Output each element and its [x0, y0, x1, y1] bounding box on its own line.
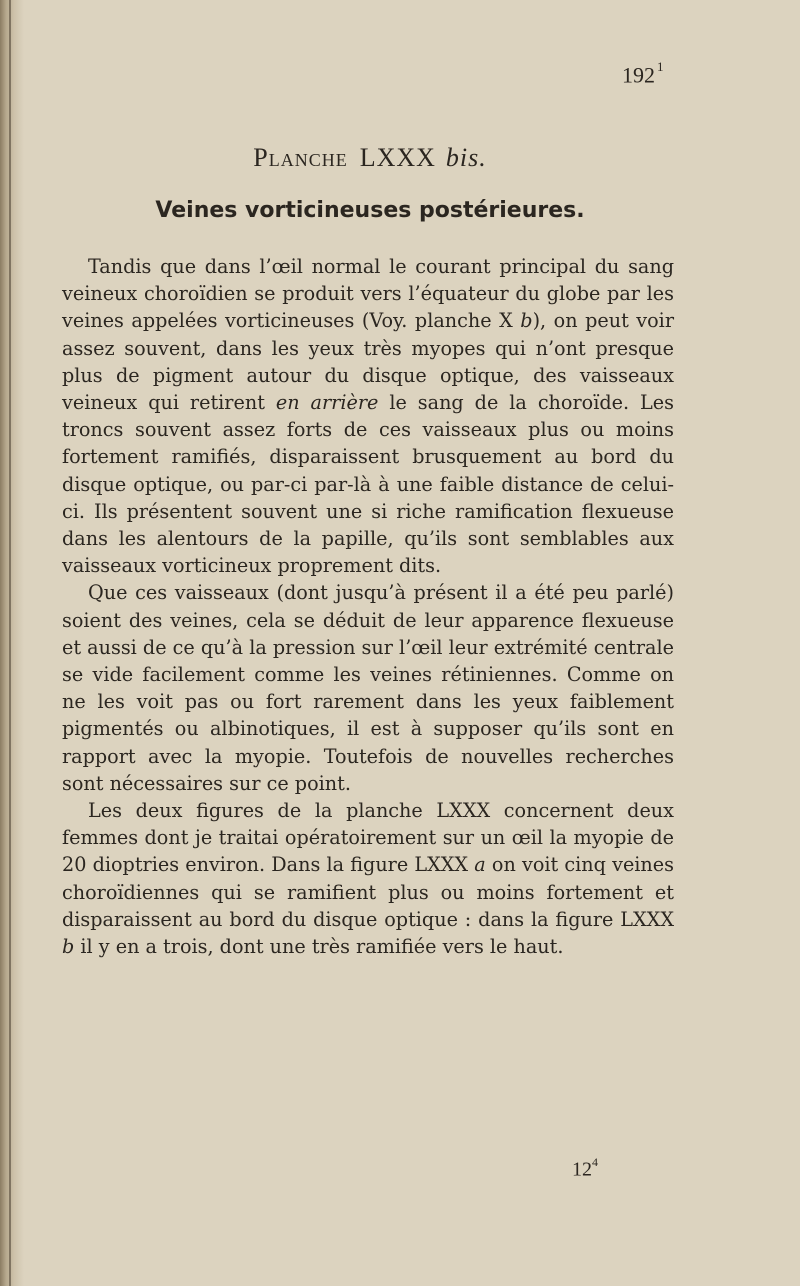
page-binding-line [9, 0, 11, 1286]
paragraph-1-part-3: le sang de la choroïde. Les troncs souvent assez forts de ces vaisseaux plus ou moins fortement ramifiés, disparaissent brusquement au bord du disque optique, ou par-ci par-là à une faible distance de celui-ci. Ils présentent souvent une si riche ramification flexueuse dans les alentours de la papille, qu’ils sont semblables aux vaisseaux vorticineux proprement dits. [62, 391, 674, 578]
plate-title [0, 143, 740, 173]
paragraph-1-part-2: ), on peut voir assez souvent, dans les yeux très myopes qui n’ont presque plus de pigment autour du disque optique, des vaisseaux veineux qui retirent [62, 309, 674, 415]
section-subtitle: Veines vorticineuses postérieures. [155, 198, 585, 223]
printer-signature-mark [572, 1157, 598, 1182]
paragraph-3-part-3: il y en a trois, dont une très ramifiée vers le haut. [74, 935, 564, 959]
signature-superscript: 4 [592, 1155, 598, 1169]
paragraph-1 [62, 253, 674, 579]
paragraph-1-emphasis-1: b [520, 309, 533, 333]
body-text [62, 253, 674, 960]
plate-number: LXXX [359, 143, 436, 172]
paragraph-3-emphasis-2: b [62, 935, 75, 959]
signature-value: 12 [572, 1158, 592, 1181]
paragraph-1-part-1: Tandis que dans l’œil normal le courant principal du sang veineux choroïdien se produit vers l’équateur du globe par les veines appelées vorticineuses (Voy. planche X [62, 255, 674, 333]
paragraph-2: Que ces vaisseaux (dont jusqu’à présent il a été peu parlé) soient des veines, cela se déduit de leur apparence flexueuse et aussi de ce qu’à la pression sur l’œil leur extrémité centrale se vide facilement comme les veines rétiniennes. Comme on ne les voit pas ou fort rarement dans les yeux faiblement pigmentés ou albinotiques, il est à supposer qu’ils sont en rapport avec la myopie. Toutefois de nouvelles recherches sont nécessaires sur ce point. [62, 581, 674, 795]
page-number [622, 59, 664, 88]
page-number-superscript: 1 [657, 59, 664, 74]
page-binding-edge [0, 0, 24, 1286]
paragraph-3 [62, 797, 674, 960]
paragraph-3-part-1: Les deux figures de la planche LXXX concernent deux femmes dont je traitai opératoirement sur un œil la myopie de 20 dioptries environ. Dans la figure LXXX [62, 799, 674, 877]
page-number-value: 192 [622, 62, 655, 88]
paragraph-3-emphasis-1: a [474, 853, 486, 877]
paragraph-1-emphasis-2: en arrière [275, 391, 379, 415]
plate-suffix: bis. [445, 143, 487, 172]
paragraph-3-part-2: on voit cinq veines choroïdiennes qui se ramifient plus ou moins fortement et disparaissent au bord du disque optique : dans la figure LXXX [62, 853, 674, 931]
plate-label: Planche [253, 143, 348, 172]
